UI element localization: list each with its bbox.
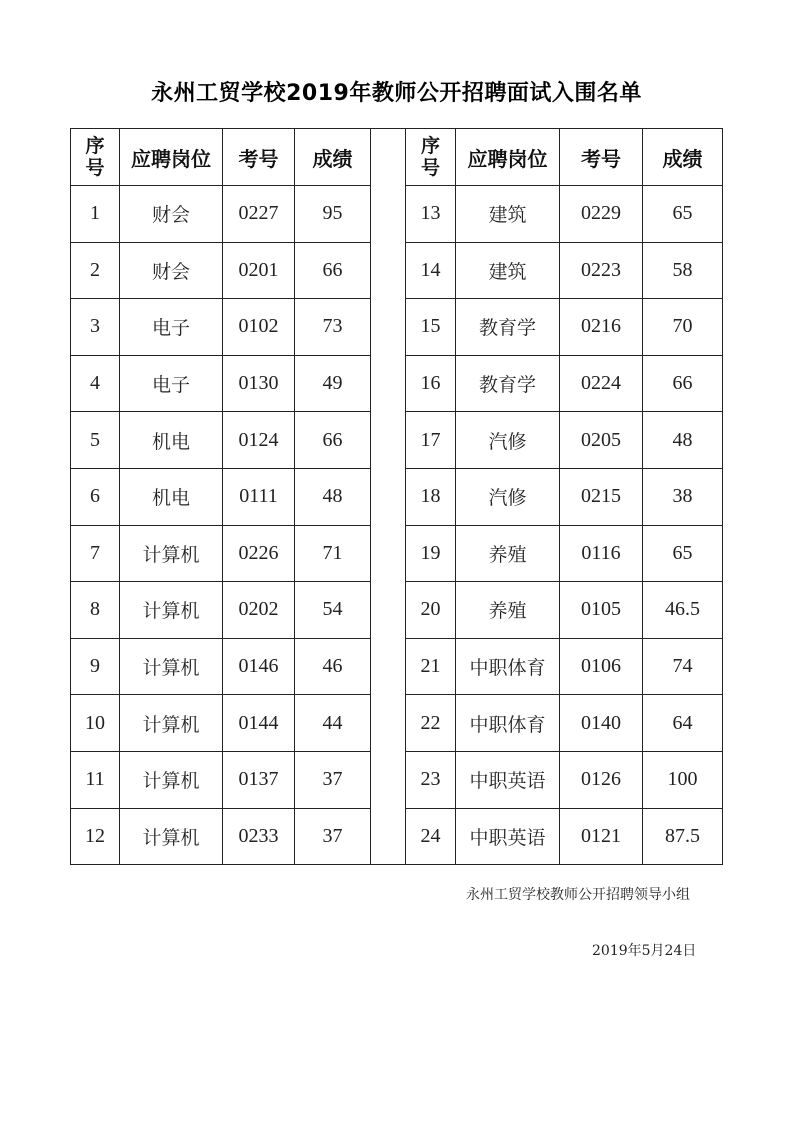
seq-cell: 14 (406, 242, 456, 299)
exam-no-cell: 0116 (560, 525, 643, 582)
score-cell: 100 (643, 751, 723, 808)
position-cell: 计算机 (120, 582, 223, 639)
score-cell: 48 (295, 468, 371, 525)
header-score: 成绩 (295, 129, 371, 186)
position-cell: 计算机 (120, 751, 223, 808)
table-row (71, 525, 723, 582)
score-cell: 95 (295, 186, 371, 243)
exam-no-cell: 0205 (560, 412, 643, 469)
exam-no-cell: 0202 (223, 582, 295, 639)
seq-cell: 12 (71, 808, 120, 865)
exam-no-cell: 0130 (223, 355, 295, 412)
position-cell: 计算机 (120, 695, 223, 752)
seq-cell: 22 (406, 695, 456, 752)
position-cell: 财会 (120, 242, 223, 299)
table-header-row (71, 129, 723, 186)
position-cell: 教育学 (456, 355, 560, 412)
seq-cell: 17 (406, 412, 456, 469)
score-cell: 87.5 (643, 808, 723, 865)
score-cell: 64 (643, 695, 723, 752)
exam-no-cell: 0144 (223, 695, 295, 752)
position-cell: 电子 (120, 355, 223, 412)
column-spacer (371, 808, 406, 865)
score-cell: 65 (643, 186, 723, 243)
position-cell: 计算机 (120, 638, 223, 695)
column-spacer (371, 695, 406, 752)
column-spacer (371, 299, 406, 356)
table-row (71, 582, 723, 639)
table-row (71, 638, 723, 695)
exam-no-cell: 0226 (223, 525, 295, 582)
seq-cell: 23 (406, 751, 456, 808)
seq-cell: 15 (406, 299, 456, 356)
column-spacer (371, 525, 406, 582)
exam-no-cell: 0124 (223, 412, 295, 469)
column-spacer (371, 468, 406, 525)
exam-no-cell: 0215 (560, 468, 643, 525)
seq-cell: 11 (71, 751, 120, 808)
exam-no-cell: 0216 (560, 299, 643, 356)
seq-cell: 13 (406, 186, 456, 243)
position-cell: 建筑 (456, 242, 560, 299)
seq-cell: 4 (71, 355, 120, 412)
position-cell: 建筑 (456, 186, 560, 243)
score-cell: 66 (295, 412, 371, 469)
score-cell: 46.5 (643, 582, 723, 639)
seq-cell: 8 (71, 582, 120, 639)
score-cell: 37 (295, 808, 371, 865)
score-cell: 58 (643, 242, 723, 299)
score-cell: 70 (643, 299, 723, 356)
column-spacer (371, 186, 406, 243)
exam-no-cell: 0105 (560, 582, 643, 639)
seq-cell: 18 (406, 468, 456, 525)
seq-cell: 3 (71, 299, 120, 356)
seq-cell: 7 (71, 525, 120, 582)
position-cell: 中职体育 (456, 695, 560, 752)
exam-no-cell: 0121 (560, 808, 643, 865)
position-cell: 计算机 (120, 808, 223, 865)
column-spacer (371, 129, 406, 186)
header-exam-no: 考号 (223, 129, 295, 186)
position-cell: 机电 (120, 468, 223, 525)
exam-no-cell: 0201 (223, 242, 295, 299)
exam-no-cell: 0102 (223, 299, 295, 356)
score-cell: 37 (295, 751, 371, 808)
position-cell: 汽修 (456, 412, 560, 469)
score-cell: 74 (643, 638, 723, 695)
position-cell: 中职体育 (456, 638, 560, 695)
score-cell: 71 (295, 525, 371, 582)
score-cell: 73 (295, 299, 371, 356)
position-cell: 计算机 (120, 525, 223, 582)
position-cell: 电子 (120, 299, 223, 356)
position-cell: 财会 (120, 186, 223, 243)
score-cell: 66 (295, 242, 371, 299)
seq-cell: 21 (406, 638, 456, 695)
score-cell: 44 (295, 695, 371, 752)
seq-cell: 24 (406, 808, 456, 865)
seq-cell: 5 (71, 412, 120, 469)
score-cell: 66 (643, 355, 723, 412)
score-cell: 48 (643, 412, 723, 469)
issuing-organization: 永州工贸学校教师公开招聘领导小组 (466, 887, 690, 903)
seq-cell: 1 (71, 186, 120, 243)
score-cell: 54 (295, 582, 371, 639)
exam-no-cell: 0223 (560, 242, 643, 299)
table-row (71, 299, 723, 356)
column-spacer (371, 242, 406, 299)
column-spacer (371, 355, 406, 412)
score-cell: 65 (643, 525, 723, 582)
position-cell: 教育学 (456, 299, 560, 356)
position-cell: 养殖 (456, 582, 560, 639)
score-cell: 46 (295, 638, 371, 695)
column-spacer (371, 751, 406, 808)
position-cell: 中职英语 (456, 751, 560, 808)
exam-no-cell: 0233 (223, 808, 295, 865)
exam-no-cell: 0227 (223, 186, 295, 243)
position-cell: 养殖 (456, 525, 560, 582)
header-seq: 序 号 (71, 129, 120, 186)
exam-no-cell: 0224 (560, 355, 643, 412)
table-row (71, 355, 723, 412)
header-position: 应聘岗位 (120, 129, 223, 186)
exam-no-cell: 0229 (560, 186, 643, 243)
table-row (71, 412, 723, 469)
table-row (71, 186, 723, 243)
column-spacer (371, 638, 406, 695)
seq-cell: 20 (406, 582, 456, 639)
table-row (71, 695, 723, 752)
table-row (71, 468, 723, 525)
column-spacer (371, 582, 406, 639)
table-row (71, 751, 723, 808)
seq-cell: 10 (71, 695, 120, 752)
exam-no-cell: 0146 (223, 638, 295, 695)
table-row (71, 242, 723, 299)
header-exam-no: 考号 (560, 129, 643, 186)
column-spacer (371, 412, 406, 469)
candidate-table (70, 128, 723, 865)
page-title: 永州工贸学校2019年教师公开招聘面试入围名单 (151, 81, 642, 106)
seq-cell: 9 (71, 638, 120, 695)
seq-cell: 19 (406, 525, 456, 582)
position-cell: 中职英语 (456, 808, 560, 865)
exam-no-cell: 0126 (560, 751, 643, 808)
exam-no-cell: 0140 (560, 695, 643, 752)
header-seq: 序 号 (406, 129, 456, 186)
header-position: 应聘岗位 (456, 129, 560, 186)
issue-date: 2019年5月24日 (592, 943, 697, 959)
position-cell: 汽修 (456, 468, 560, 525)
exam-no-cell: 0111 (223, 468, 295, 525)
exam-no-cell: 0106 (560, 638, 643, 695)
table-row (71, 808, 723, 865)
header-score: 成绩 (643, 129, 723, 186)
seq-cell: 6 (71, 468, 120, 525)
seq-cell: 16 (406, 355, 456, 412)
seq-cell: 2 (71, 242, 120, 299)
score-cell: 38 (643, 468, 723, 525)
position-cell: 机电 (120, 412, 223, 469)
exam-no-cell: 0137 (223, 751, 295, 808)
score-cell: 49 (295, 355, 371, 412)
